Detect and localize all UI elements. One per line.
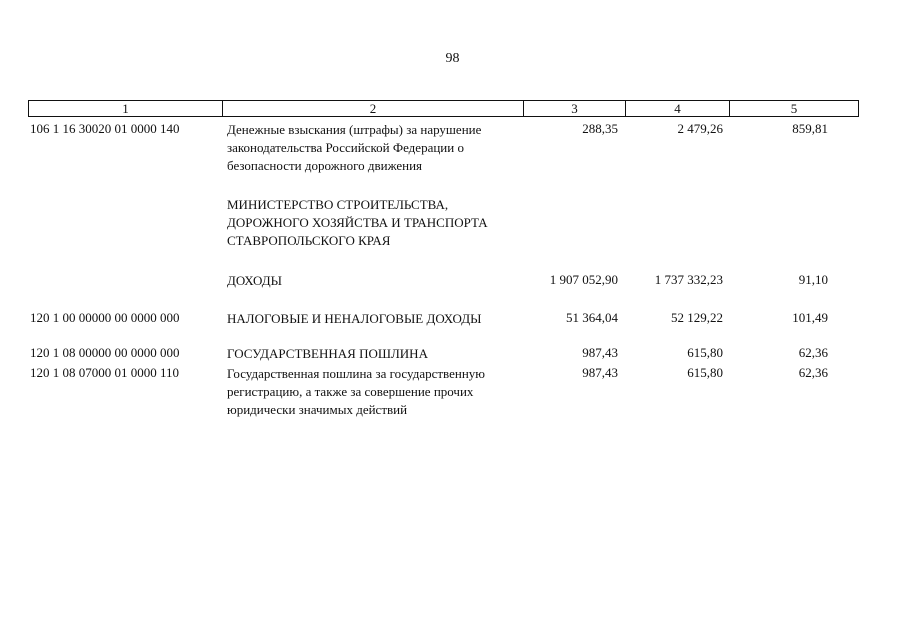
row-value-5: 91,10 [798,272,828,287]
row-value-4: 2 479,26 [677,121,723,136]
row-name: ГОСУДАРСТВЕННАЯ ПОШЛИНА [227,346,428,361]
row-code: 120 1 08 00000 00 0000 000 [30,345,180,360]
header-col-1: 1 [29,101,223,116]
row-value-5: 62,36 [798,365,828,380]
row-value-4: 52 129,22 [671,310,723,325]
row-value-4: 615,80 [687,345,723,360]
row-name: Денежные взыскания (штрафы) за нарушение законодательства Российской Федерации о безопасности дорожного движения [227,122,482,173]
row-value-4: 615,80 [687,365,723,380]
header-col-3: 3 [524,101,626,116]
row-value-4: 1 737 332,23 [654,272,723,287]
row-name: Государственная пошлина за государственную регистрацию, а также за совершение прочих юридически значимых действий [227,366,486,417]
row-value-5: 859,81 [792,121,828,136]
row-code: 120 1 00 00000 00 0000 000 [30,310,180,325]
ministry-heading: МИНИСТЕРСТВО СТРОИТЕЛЬСТВА, ДОРОЖНОГО ХОЗЯЙСТВА И ТРАНСПОРТА СТАВРОПОЛЬСКОГО КРАЯ [227,197,488,248]
header-col-2: 2 [223,101,524,116]
row-value-3: 288,35 [582,121,618,136]
row-code: 106 1 16 30020 01 0000 140 [30,121,180,136]
row-name: НАЛОГОВЫЕ И НЕНАЛОГОВЫЕ ДОХОДЫ [227,311,482,326]
row-name: ДОХОДЫ [227,273,282,288]
row-value-3: 987,43 [582,345,618,360]
page-number: 98 [445,51,460,66]
row-value-3: 1 907 052,90 [549,272,618,287]
header-col-5: 5 [790,101,798,116]
row-value-5: 101,49 [792,310,828,325]
row-value-3: 987,43 [582,365,618,380]
row-value-5: 62,36 [798,345,828,360]
header-col-4: 4 [626,101,730,116]
row-value-3: 51 364,04 [566,310,618,325]
row-code: 120 1 08 07000 01 0000 110 [30,365,180,380]
table-header-row [28,100,859,117]
